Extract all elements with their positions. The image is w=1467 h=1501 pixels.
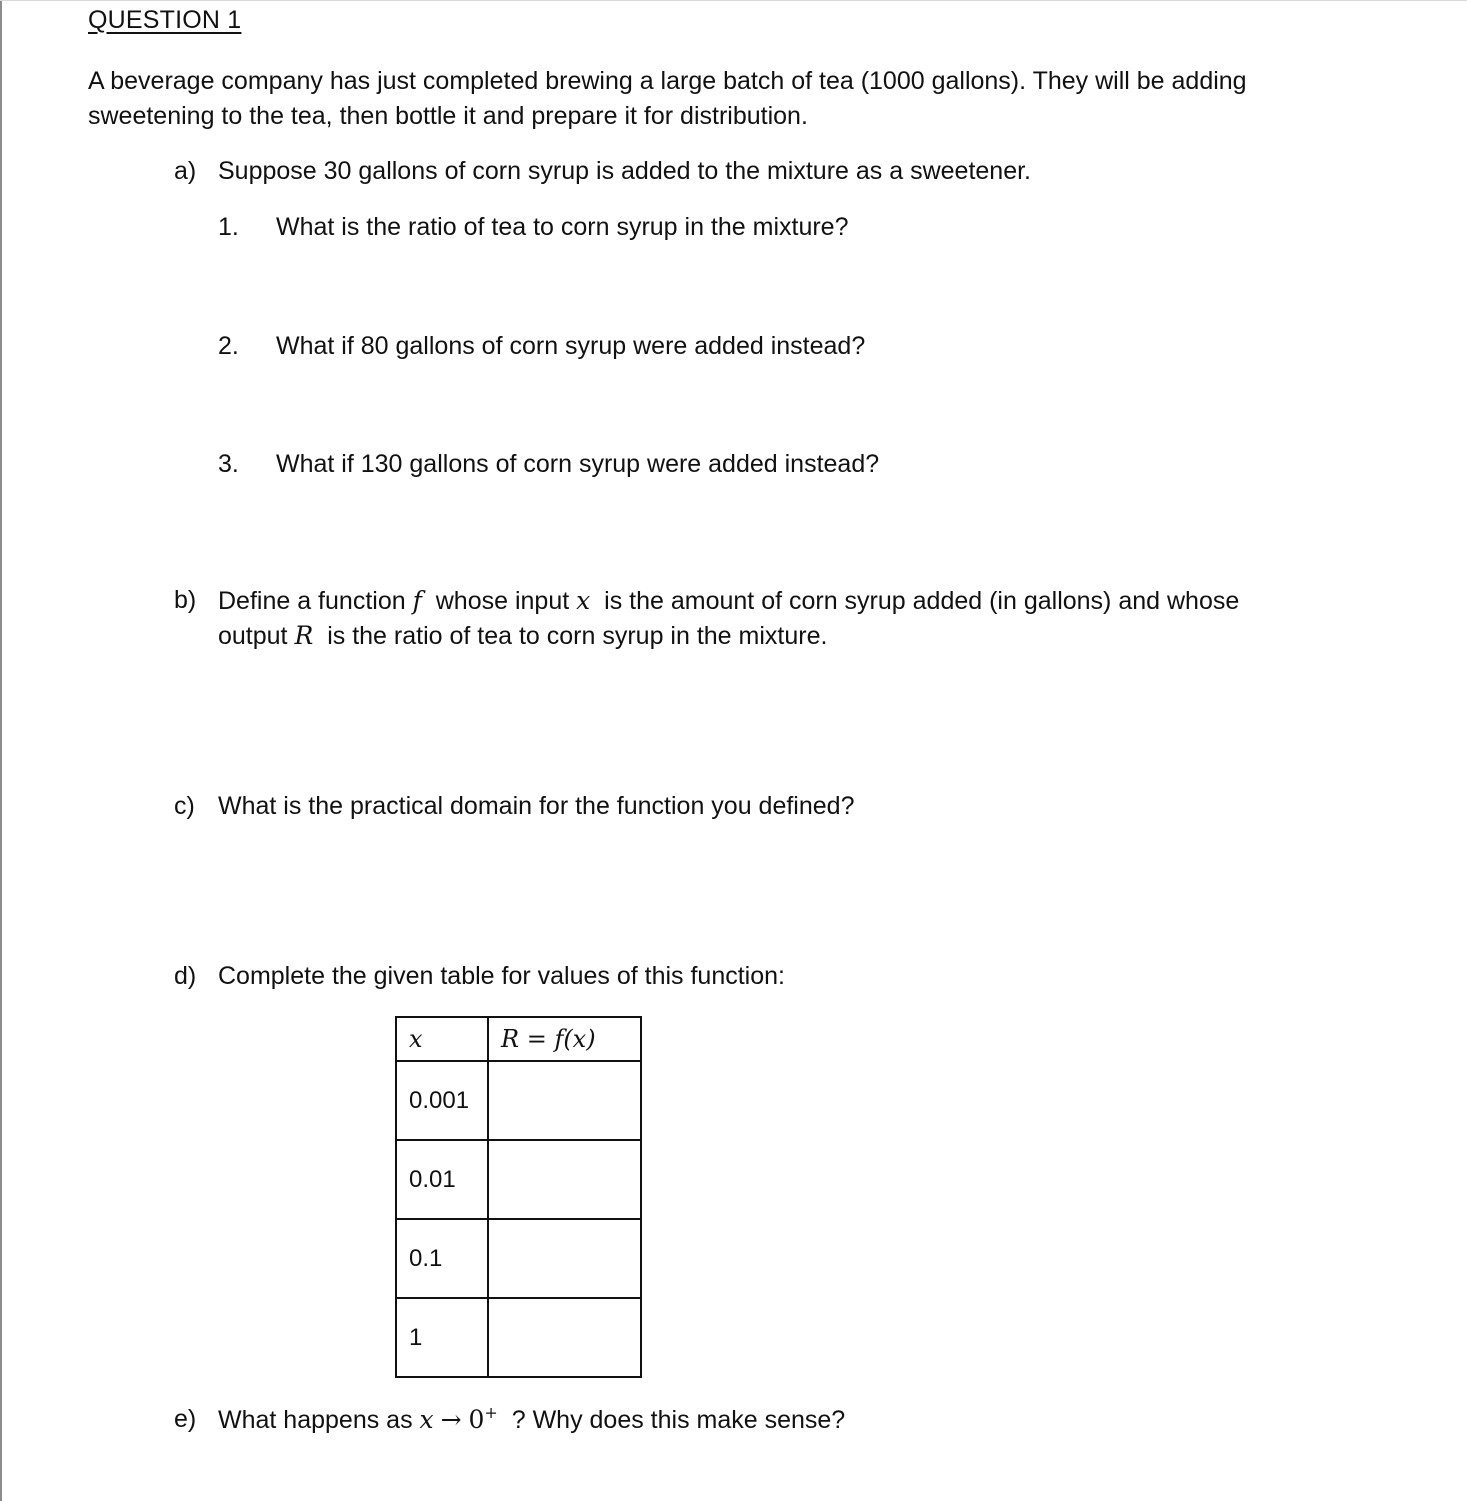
part-d-label: d) (174, 962, 197, 990)
table-header-x: x (396, 1017, 488, 1061)
table-header-r: R = f(x) (488, 1017, 641, 1061)
part-b-text-5: is the ratio of tea to corn syrup in the mixture. (327, 622, 828, 650)
part-a-text: Suppose 30 gallons of corn syrup is added to the mixture as a sweetener. (218, 157, 1031, 185)
part-a-item-1-text: What is the ratio of tea to corn syrup in the mixture? (276, 213, 849, 241)
part-b-text-2: whose input (435, 587, 570, 615)
function-symbol-f: f (412, 586, 422, 615)
part-a-item-2-text: What if 80 gallons of corn syrup were added instead? (276, 332, 866, 360)
part-a-label: a) (174, 157, 197, 185)
table-cell-x: 1 (396, 1298, 488, 1377)
part-b-text-4: output (218, 622, 288, 650)
part-a-item-3-text: What if 130 gallons of corn syrup were added instead? (276, 450, 880, 478)
table-cell-x: 0.001 (396, 1061, 488, 1140)
limit-plus-superscript: + (484, 1403, 498, 1422)
table-row (396, 1061, 641, 1140)
arrow-icon: → (440, 1405, 462, 1434)
part-b-label: b) (174, 586, 197, 614)
limit-zero: 0 (468, 1405, 485, 1434)
question-title: QUESTION 1 (88, 6, 242, 34)
part-c-text: What is the practical domain for the function you defined? (218, 792, 855, 820)
table-cell-r[interactable] (488, 1298, 641, 1377)
page-top-edge (0, 0, 1467, 1)
table-header-row (396, 1017, 641, 1061)
part-b-line-1 (218, 586, 1239, 616)
part-b-text-1: Define a function (218, 587, 406, 615)
part-d-text: Complete the given table for values of this function: (218, 962, 785, 990)
part-a-item-3-number: 3. (218, 450, 239, 478)
table-cell-r[interactable] (488, 1061, 641, 1140)
output-symbol-r: R (294, 621, 314, 650)
table-row (396, 1298, 641, 1377)
part-e-line (218, 1405, 845, 1435)
table-row (396, 1140, 641, 1219)
table-row (396, 1219, 641, 1298)
part-c-label: c) (174, 792, 195, 820)
part-e-text-1: What happens as (218, 1406, 413, 1434)
table-cell-x: 0.01 (396, 1140, 488, 1219)
table-cell-x: 0.1 (396, 1219, 488, 1298)
table-cell-r[interactable] (488, 1219, 641, 1298)
page-left-edge (0, 0, 2, 1501)
limit-variable-x: x (419, 1405, 434, 1434)
part-e-text-2: ? Why does this make sense? (511, 1406, 846, 1434)
part-e-label: e) (174, 1405, 197, 1433)
table-cell-r[interactable] (488, 1140, 641, 1219)
part-b-text-3: is the amount of corn syrup added (in gallons) and whose (604, 587, 1240, 615)
question-intro: A beverage company has just completed brewing a large batch of tea (1000 gallons). They will be adding sweetening to the tea, then bottle it and prepare it for distribution. (88, 67, 1247, 130)
function-values-table (395, 1016, 642, 1378)
part-a-item-1-number: 1. (218, 213, 239, 241)
part-a-item-2-number: 2. (218, 332, 239, 360)
part-b-line-2 (218, 621, 827, 651)
input-symbol-x: x (576, 586, 591, 615)
